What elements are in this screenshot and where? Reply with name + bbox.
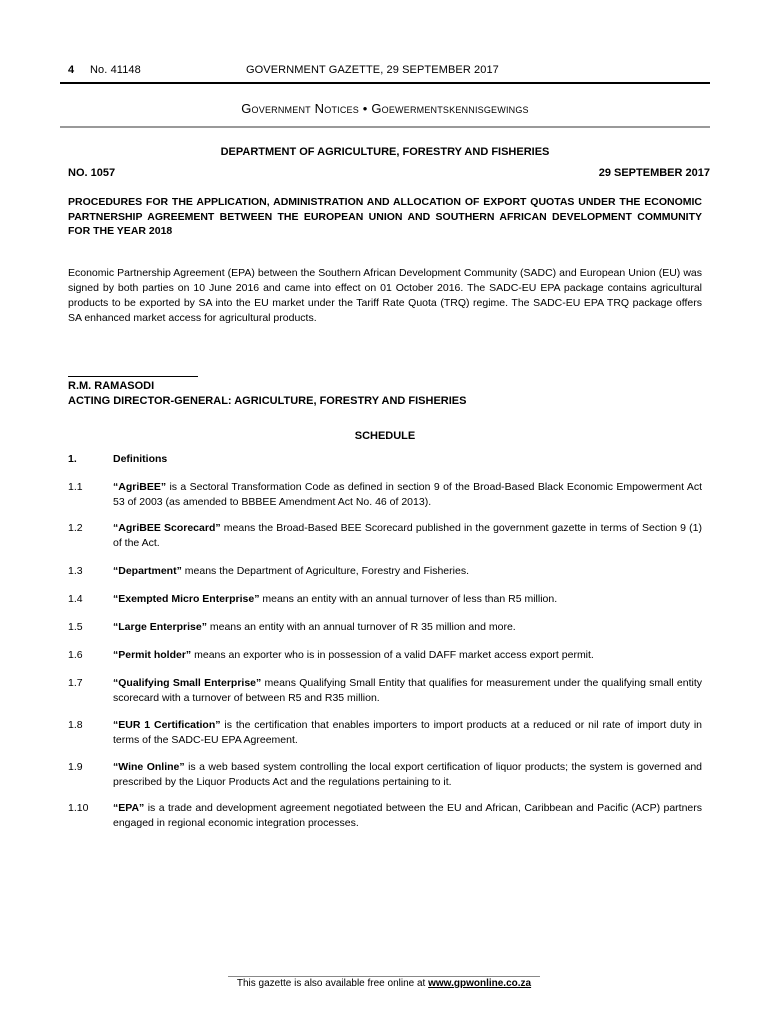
issue-number: No. 41148 xyxy=(90,64,141,76)
header-rule xyxy=(60,82,710,84)
definition-term: “AgriBEE” xyxy=(113,481,167,493)
definition-term: “Department” xyxy=(113,565,182,577)
definition-term: “EUR 1 Certification” xyxy=(113,719,221,731)
definition-number: 1.2 xyxy=(68,522,83,534)
definition-term: “AgriBEE Scorecard” xyxy=(113,522,221,534)
definition-text xyxy=(113,480,702,509)
section-number: 1. xyxy=(68,453,77,465)
notice-heading: PROCEDURES FOR THE APPLICATION, ADMINISTRATION AND ALLOCATION OF EXPORT QUOTAS UNDER THE ECONOMIC PARTNERSHIP AGREEMENT BETWEEN THE EUROPEAN UNION AND SOUTHERN AFRICAN DEVELOPMENT COMMUNITY FOR THE YEAR 2018 xyxy=(68,196,702,237)
definition-body: means an entity with an annual turnover of less than R5 million. xyxy=(259,593,558,605)
definition-text xyxy=(113,620,702,635)
definition-number: 1.9 xyxy=(68,761,83,773)
definition-number: 1.4 xyxy=(68,593,83,605)
definition-body: is a web based system controlling the local export certification of liquor products; the system is governed and prescribed by the Liquor Products Act and the regulations pertaining to it. xyxy=(113,761,703,788)
definition-body: is the certification that enables importers to import products at a reduced or nil rate of import duty in terms of the SADC-EU EPA Agreement. xyxy=(113,719,703,746)
definition-number: 1.6 xyxy=(68,649,83,661)
definition-text xyxy=(113,718,702,747)
definition-body: means the Department of Agriculture, Forestry and Fisheries. xyxy=(181,565,469,577)
definition-body: means an entity with an annual turnover of R 35 million and more. xyxy=(206,621,516,633)
section-label: Definitions xyxy=(113,453,168,465)
department-heading: DEPARTMENT OF AGRICULTURE, FORESTRY AND FISHERIES xyxy=(220,146,550,158)
definition-text xyxy=(113,564,702,579)
gazette-title: GOVERNMENT GAZETTE, 29 SEPTEMBER 2017 xyxy=(246,64,499,76)
definition-text xyxy=(113,801,702,830)
definition-body: is a Sectoral Transformation Code as defined in section 9 of the Broad-Based Black Economic Empowerment Act 53 of 2003 (as amended to BBBEE Amendment Act No. 46 of 2013). xyxy=(113,481,702,508)
signatory-title: ACTING DIRECTOR-GENERAL: AGRICULTURE, FORESTRY AND FISHERIES xyxy=(68,395,467,407)
definition-term: “EPA” xyxy=(113,802,145,814)
definition-term: “Qualifying Small Enterprise” xyxy=(113,677,262,689)
definition-text xyxy=(113,676,702,705)
definition-number: 1.10 xyxy=(68,802,89,814)
signatory-name: R.M. RAMASODI xyxy=(68,380,155,392)
section-rule xyxy=(60,126,710,128)
definition-term: “Exempted Micro Enterprise” xyxy=(113,593,260,605)
signature-line xyxy=(68,376,198,377)
definition-term: “Permit holder” xyxy=(113,649,192,661)
notice-number: NO. 1057 xyxy=(68,167,116,179)
page-number: 4 xyxy=(68,64,75,76)
definition-number: 1.3 xyxy=(68,565,83,577)
intro-paragraph: Economic Partnership Agreement (EPA) between the Southern African Development Community (SADC) and European Union (EU) was signed by both parties on 10 June 2016 and came into effect on 01 October 2016. The SADC-EU EPA package contains agricultural products to be exported by SA into the EU market under the Tariff Rate Quota (TRQ) regime. The SADC-EU EPA TRQ package offers SA enhanced market access for agricultural products. xyxy=(68,267,702,324)
definition-term: “Large Enterprise” xyxy=(113,621,207,633)
definition-term: “Wine Online” xyxy=(113,761,185,773)
footer-text: This gazette is also available free online at xyxy=(236,978,429,989)
definition-body: is a trade and development agreement negotiated between the EU and African, Caribbean and Pacific (ACP) partners engaged in regional economic integration processes. xyxy=(113,802,702,829)
definition-number: 1.7 xyxy=(68,677,83,689)
definition-number: 1.1 xyxy=(68,481,83,493)
definition-body: means the Broad-Based BEE Scorecard published in the government gazette in terms of Section 9 (1) of the Act. xyxy=(113,522,702,549)
definition-number: 1.5 xyxy=(68,621,83,633)
notice-date: 29 SEPTEMBER 2017 xyxy=(598,167,710,179)
definition-text xyxy=(113,592,702,607)
footer-link[interactable]: www.gpwonline.co.za xyxy=(428,978,532,989)
definition-body: means an exporter who is in possession of a valid DAFF market access export permit. xyxy=(191,649,594,661)
section-title: Government Notices • Goewermentskennisgewings xyxy=(241,101,529,116)
gazette-footer xyxy=(228,976,540,989)
definition-text xyxy=(113,648,702,663)
schedule-title: SCHEDULE xyxy=(354,430,416,442)
definition-body: means Qualifying Small Entity that qualifies for measurement under the qualifying small entity scorecard with a turnover of between R5 and R35 million. xyxy=(113,677,702,704)
definition-number: 1.8 xyxy=(68,719,83,731)
definition-text xyxy=(113,760,702,789)
definition-text xyxy=(113,521,702,550)
